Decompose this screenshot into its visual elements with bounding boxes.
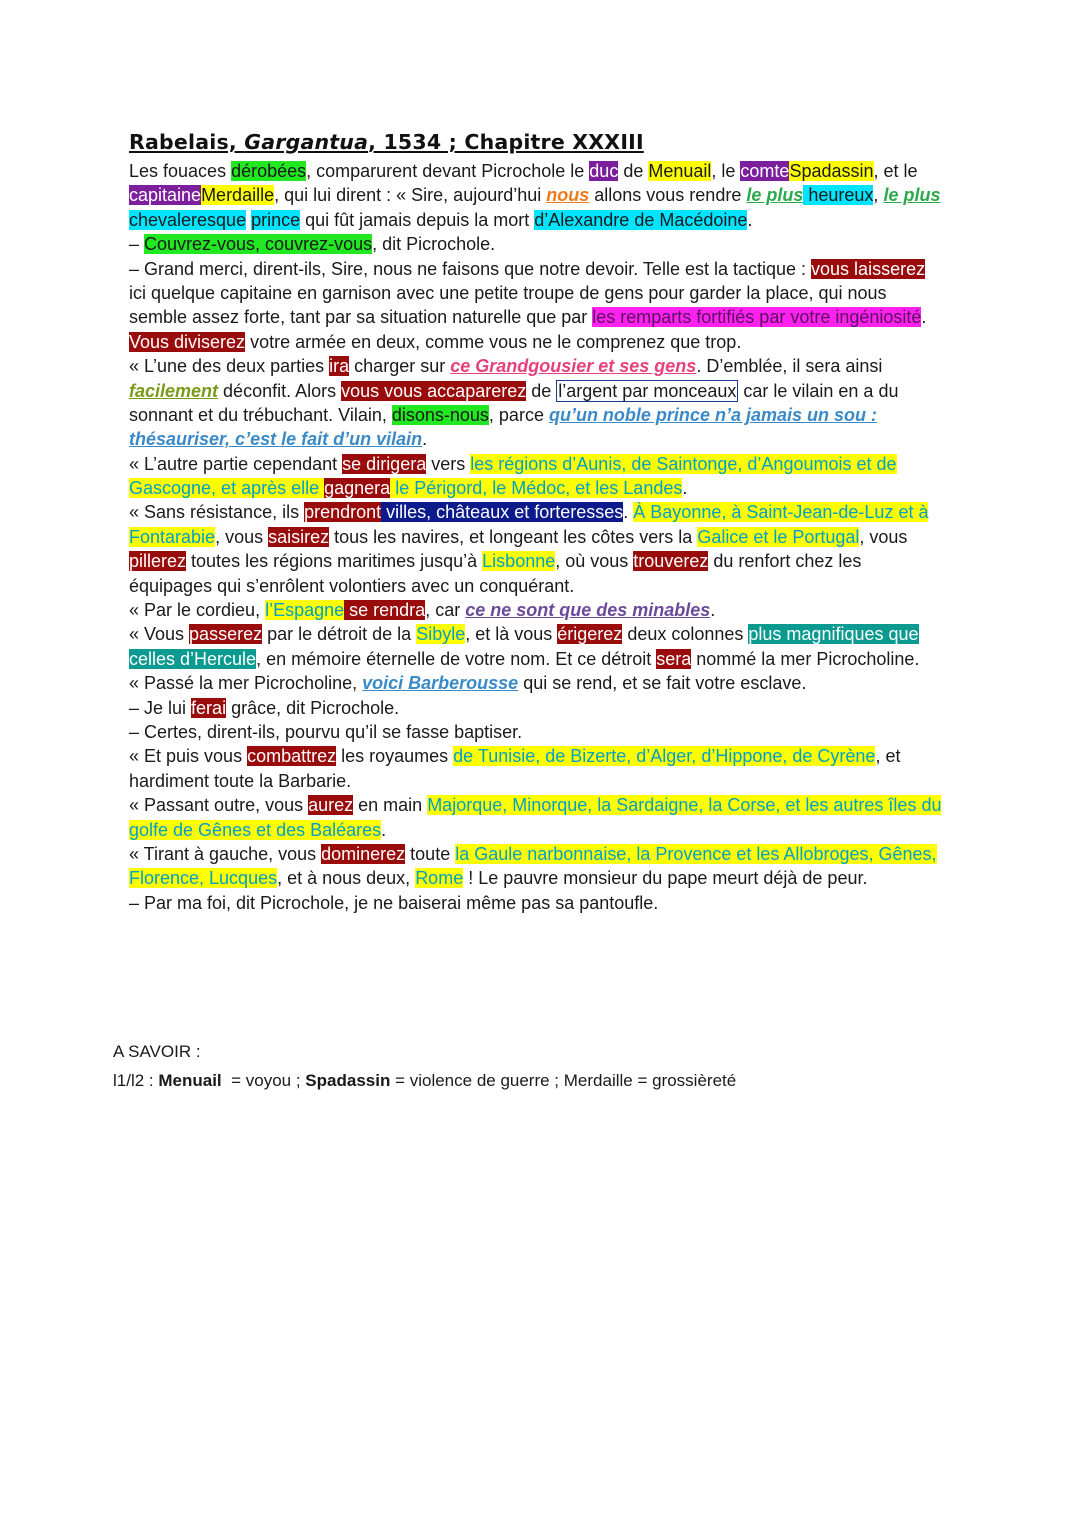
highlighted-phrase: se dirigera [342,453,427,474]
highlighted-phrase: l’Espagne [265,600,345,621]
text-segment: , comparurent devant Picrochole le [306,161,590,181]
text-segment: sonnant et du trébuchant. Vilain, [129,404,392,425]
text-segment: , vous [215,526,269,547]
text-segment: déconfit. Alors [218,380,342,401]
highlighted-phrase: de Tunisie, de Bizerte, d’Alger, d’Hippone, de Cyrène [453,746,876,767]
highlighted-phrase: les régions d’Aunis, de Saintonge, d’Angoumois et de [470,453,897,474]
title-work: Gargantua [244,130,369,154]
highlighted-phrase: Couvrez-vous, couvrez-vous [144,234,373,255]
highlighted-phrase: Merdaille [201,185,275,206]
highlighted-phrase: combattrez [247,746,337,767]
text-segment: . [422,429,428,450]
text-line [129,574,964,598]
text-segment: . D’emblée, il sera ainsi [696,356,883,377]
highlighted-phrase: trouverez [633,551,709,572]
text-line [129,769,964,793]
highlighted-phrase: ira [329,356,350,377]
highlighted-phrase: capitaine [129,185,202,206]
text-segment: . [682,478,688,499]
a-savoir-line [113,1067,736,1096]
annotated-text [129,159,964,915]
underlined-phrase: nous [546,185,590,206]
text-line [129,330,964,354]
text-line [129,549,964,573]
text-segment: . [710,600,716,621]
highlighted-phrase: comte [740,161,790,181]
text-segment: deux colonnes [622,624,749,645]
text-segment: nommé la mer Picrocholine. [691,648,920,669]
text-line [129,427,964,451]
text-segment: qui fût jamais depuis la mort [300,209,535,230]
highlighted-phrase: plus magnifiques que [748,624,919,645]
highlighted-phrase: Spadassin [789,161,874,181]
text-segment: les royaumes [336,746,454,767]
text-line [129,257,964,281]
text-segment: « Passé la mer Picrocholine, [129,673,363,694]
underlined-phrase: voici Barberousse [362,673,519,694]
text-segment: ! Le pauvre monsieur du pape meurt déjà de peur. [463,868,868,889]
highlighted-phrase: Rome [415,868,464,889]
text-segment: car le vilain en a du [738,380,899,401]
highlighted-phrase: Sibyle [416,624,466,645]
text-line [129,866,964,890]
highlighted-phrase: Florence, Lucques [129,868,278,889]
highlighted-phrase: érigerez [557,624,623,645]
highlighted-phrase: dérobées [231,161,307,181]
text-segment: , parce [488,404,549,425]
text-line [129,476,964,500]
text-segment: « Tirant à gauche, vous [129,843,322,864]
text-line [129,452,964,476]
text-segment: charger sur [349,356,451,377]
text-segment: « Sans résistance, ils [129,502,305,523]
text-segment: vers [426,453,471,474]
text-segment: , et là vous [465,624,558,645]
text-segment: . [623,502,634,523]
highlighted-phrase: d’Alexandre de Macédoine [534,209,748,230]
highlighted-phrase: dominerez [321,843,406,864]
text-segment: – Je lui [129,697,192,718]
text-segment: par le détroit de la [262,624,417,645]
highlighted-phrase: À Bayonne, à Saint-Jean-de-Luz et à [633,502,929,523]
text-segment: en main [353,795,428,816]
highlighted-phrase: ferai [191,697,227,718]
underlined-phrase: thésauriser, c’est le fait d’un vilain [129,429,423,450]
text-segment: – Grand merci, dirent-ils, Sire, nous ne faisons que notre devoir. Telle est la tactique : [129,258,812,279]
highlighted-phrase: chevaleresque [129,209,247,230]
highlighted-phrase: sera [656,648,692,669]
text-segment: équipages qui s’enrôlent volontiers avec un conquérant. [129,575,575,596]
highlighted-phrase: Fontarabie [129,526,216,547]
underlined-phrase: ce ne sont que des minables [465,600,711,621]
text-segment: « L’autre partie cependant [129,453,343,474]
a-savoir-def-rest: = violence de guerre ; Merdaille = grossièreté [390,1070,737,1090]
text-segment: – Certes, dirent-ils, pourvu qu’il se fasse baptiser. [129,721,523,742]
text-line [129,281,964,305]
underlined-phrase: le plus [883,185,941,206]
text-line [129,671,964,695]
highlighted-phrase: le Périgord, le Médoc, et les Landes [390,478,683,499]
text-line [129,159,964,183]
a-savoir-term-spadassin: Spadassin [305,1070,391,1090]
highlighted-phrase: Gascogne, et après elle [129,478,325,499]
text-line [129,354,964,378]
text-segment: , [873,185,884,206]
highlighted-phrase: heureux [803,185,874,206]
underlined-phrase: ce Grandgousier et ses gens [450,356,697,377]
text-segment: , vous [859,526,908,547]
text-segment: tous les navires, et longeant les côtes vers la [329,526,698,547]
boxed-phrase: l’argent par monceaux [558,380,737,401]
text-line [129,525,964,549]
a-savoir-prefix: l1/l2 : [113,1070,159,1090]
text-line [129,647,964,671]
text-segment: , et à nous deux, [277,868,416,889]
text-segment: semble assez forte, tant par sa situation naturelle que par [129,307,593,328]
text-line [129,793,964,817]
text-segment: , car [425,600,466,621]
highlighted-phrase: aurez [308,795,354,816]
highlighted-phrase: Majorque, Minorque, la Sardaigne, la Corse, et les autres îles du [427,795,942,816]
text-segment: votre armée en deux, comme vous ne le comprenez que trop. [245,331,742,352]
title-rest: , 1534 ; Chapitre XXXIII [368,130,644,154]
text-segment: , et le [873,161,918,181]
text-segment: ici quelque capitaine en garnison avec une petite troupe de gens pour garder la place, qui nous [129,282,887,303]
text-line [129,403,964,427]
a-savoir-heading: A SAVOIR : [113,1042,201,1061]
text-line [129,744,964,768]
highlighted-phrase: prendront [304,502,382,523]
text-segment: , dit Picrochole. [372,234,496,255]
highlighted-phrase: Lisbonne [482,551,556,572]
text-segment: « Vous [129,624,190,645]
text-line [129,500,964,524]
text-segment: hardiment toute la Barbarie. [129,770,352,791]
underlined-phrase: le plus [746,185,804,206]
text-segment: – Par ma foi, dit Picrochole, je ne baiserai même pas sa pantoufle. [129,892,659,913]
text-line [129,598,964,622]
text-segment: toutes les régions maritimes jusqu’à [186,551,483,572]
text-segment: « Passant outre, vous [129,795,309,816]
text-segment: allons vous rendre [589,185,747,206]
text-line [129,208,964,232]
highlighted-phrase: golfe de Gênes et des Baléares [129,819,382,840]
highlighted-phrase: les remparts fortifiés par votre ingéniosité [592,307,922,328]
text-line [129,379,964,403]
highlighted-phrase: vous vous accaparerez [341,380,527,401]
highlighted-phrase: prince [251,209,301,230]
text-line [129,622,964,646]
a-savoir-section [113,1038,736,1095]
title-author: Rabelais, [129,130,245,154]
a-savoir-def-menuail: = voyou ; [221,1070,306,1090]
highlighted-phrase: Menuail [648,161,712,181]
text-segment: . [747,209,753,230]
highlighted-phrase: Vous diviserez [129,331,246,352]
underlined-phrase: facilement [129,380,219,401]
text-segment: de [618,161,649,181]
text-segment: « Et puis vous [129,746,248,767]
highlighted-phrase: villes, châteaux et forteresses [381,502,624,523]
text-line [129,720,964,744]
highlighted-phrase: pillerez [129,551,187,572]
text-segment: grâce, dit Picrochole. [226,697,400,718]
text-segment: de [526,380,557,401]
text-segment: du renfort chez les [708,551,862,572]
text-segment: . [381,819,387,840]
text-segment: . [921,307,927,328]
text-line [129,696,964,720]
text-segment: qui se rend, et se fait votre esclave. [518,673,807,694]
text-segment: , en mémoire éternelle de votre nom. Et ce détroit [256,648,657,669]
text-segment: , où vous [555,551,634,572]
highlighted-phrase: celles d’Hercule [129,648,257,669]
highlighted-phrase: vous laisserez [811,258,926,279]
text-segment: , qui lui dirent : « Sire, aujourd’hui [274,185,547,206]
text-segment: « Par le cordieu, [129,600,266,621]
a-savoir-term-menuail: Menuail [158,1070,222,1090]
underlined-phrase: qu’un noble prince n’a jamais un sou : [548,404,877,425]
text-line [129,305,964,329]
text-line [129,891,964,915]
text-line [129,818,964,842]
highlighted-phrase: disons-nous [391,404,489,425]
highlighted-phrase: la Gaule narbonnaise, la Provence et les Allobroges, Gênes, [455,843,937,864]
document-title [129,130,644,154]
text-line [129,232,964,256]
highlighted-phrase: saisirez [268,526,330,547]
text-segment: « L’une des deux parties [129,356,330,377]
text-segment: – [129,234,145,255]
text-segment: toute [405,843,456,864]
text-segment: , et [875,746,901,767]
highlighted-phrase: Galice et le Portugal [697,526,860,547]
text-segment: , le [711,161,741,181]
highlighted-phrase: passerez [189,624,263,645]
text-line [129,842,964,866]
highlighted-phrase: gagnera [324,478,391,499]
highlighted-phrase: se rendra [344,600,426,621]
text-segment: Les fouaces [129,161,232,181]
text-line [129,183,964,207]
highlighted-phrase: duc [589,161,619,181]
